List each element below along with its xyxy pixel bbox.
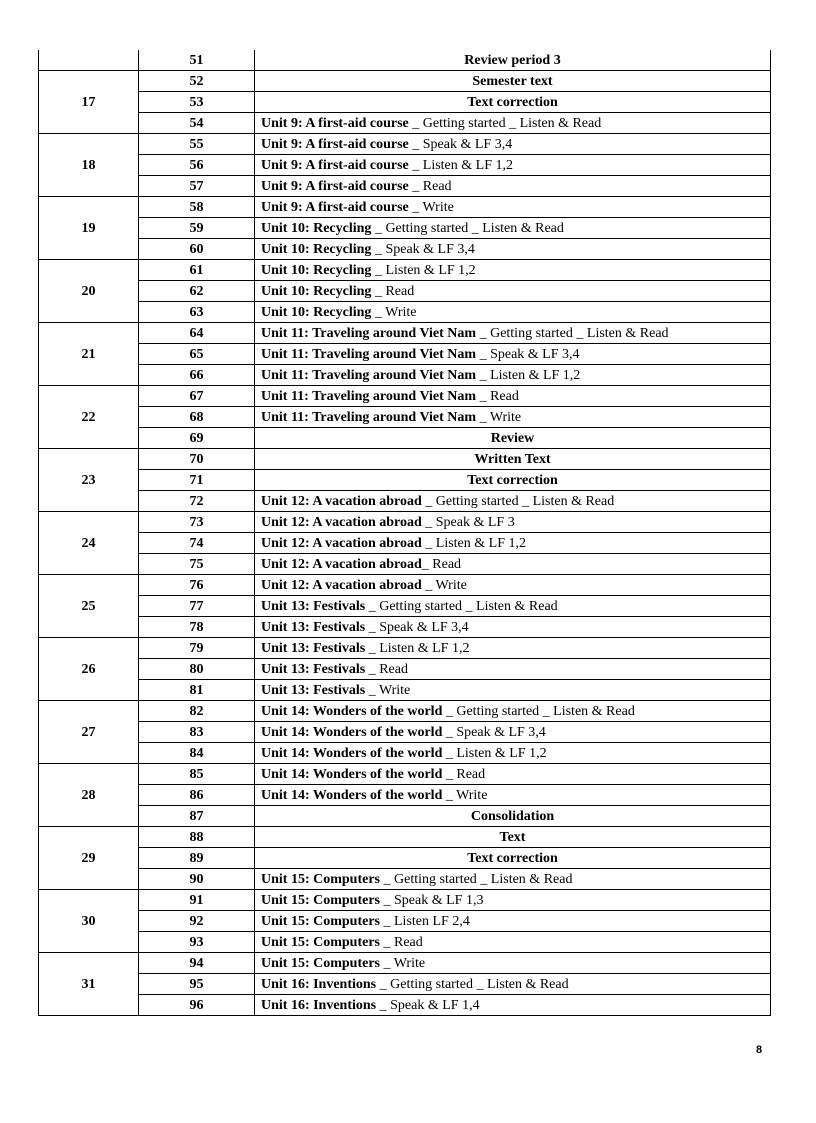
unit-title: Unit 10: Recycling (261, 241, 372, 257)
lesson-cell (255, 512, 771, 533)
lesson-cell (255, 722, 771, 743)
unit-title: Unit 13: Festivals (261, 661, 366, 677)
lesson-part: _ Speak & LF 1,4 (376, 997, 480, 1013)
lesson-cell (255, 785, 771, 806)
table-row (39, 890, 771, 911)
lesson-cell (255, 344, 771, 365)
lesson-cell (255, 554, 771, 575)
lesson-cell (255, 239, 771, 260)
table-row (39, 932, 771, 953)
period-cell: 81 (139, 680, 255, 701)
lesson-part: _ Speak & LF 3,4 (371, 241, 475, 257)
unit-title: Unit 9: A first-aid course (261, 115, 409, 131)
week-cell: 28 (39, 764, 139, 827)
unit-title: Unit 14: Wonders of the world (261, 788, 443, 803)
lesson-part: _ Listen & LF 1,2 (408, 157, 513, 173)
lesson-part: _ Getting started _ Listen & Read (365, 598, 558, 614)
period-cell: 79 (139, 638, 255, 659)
week-cell: 26 (39, 638, 139, 701)
unit-title: Unit 14: Wonders of the world (261, 745, 443, 761)
lesson-cell: Consolidation (255, 806, 771, 827)
period-cell: 71 (139, 470, 255, 491)
table-row (39, 575, 771, 596)
period-cell: 55 (139, 134, 255, 155)
week-cell: 24 (39, 512, 139, 575)
table-row (39, 785, 771, 806)
lesson-part: _ Getting started _ Listen & Read (371, 220, 564, 236)
unit-title: Unit 11: Traveling around Viet Nam (261, 325, 477, 341)
period-cell: 76 (139, 575, 255, 596)
lesson-part: _ Read (442, 766, 486, 782)
lesson-part: _ Listen & LF 1,2 (442, 745, 547, 761)
table-row (39, 113, 771, 134)
lesson-cell (255, 491, 771, 512)
period-cell: 87 (139, 806, 255, 827)
period-cell: 86 (139, 785, 255, 806)
table-row (39, 806, 771, 827)
period-cell: 80 (139, 659, 255, 680)
period-cell: 54 (139, 113, 255, 134)
unit-title: Unit 15: Computers (261, 913, 380, 929)
lesson-cell (255, 533, 771, 554)
lesson-cell (255, 302, 771, 323)
period-cell: 91 (139, 890, 255, 911)
table-row (39, 491, 771, 512)
page-number: 8 (756, 1044, 763, 1056)
lesson-part: _ Read (408, 178, 452, 194)
week-cell: 27 (39, 701, 139, 764)
lesson-part: _ Write (380, 955, 426, 971)
period-cell: 72 (139, 491, 255, 512)
lesson-cell (255, 764, 771, 785)
week-cell: 20 (39, 260, 139, 323)
lesson-schedule-table (38, 50, 771, 1016)
unit-title: Unit 14: Wonders of the world (261, 703, 443, 719)
period-cell: 58 (139, 197, 255, 218)
period-cell: 57 (139, 176, 255, 197)
period-cell: 60 (139, 239, 255, 260)
lesson-cell (255, 659, 771, 680)
lesson-cell: Text correction (255, 92, 771, 113)
period-cell: 94 (139, 953, 255, 974)
table-row (39, 596, 771, 617)
lesson-part: _ Getting started _ Listen & Read (380, 872, 573, 887)
lesson-cell (255, 890, 771, 911)
period-cell: 66 (139, 365, 255, 386)
period-cell: 90 (139, 869, 255, 890)
period-cell: 65 (139, 344, 255, 365)
lesson-cell (255, 638, 771, 659)
table-row (39, 743, 771, 764)
lesson-part: _ Write (442, 788, 488, 803)
table-row (39, 617, 771, 638)
table-row (39, 218, 771, 239)
unit-title: Unit 14: Wonders of the world (261, 724, 443, 740)
table-row (39, 869, 771, 890)
lesson-cell (255, 596, 771, 617)
table-row (39, 134, 771, 155)
unit-title: Unit 12: A vacation abroad (261, 556, 422, 572)
lesson-part: _ Listen & LF 1,2 (365, 640, 470, 656)
lesson-cell (255, 995, 771, 1016)
period-cell: 84 (139, 743, 255, 764)
lesson-cell (255, 197, 771, 218)
lesson-cell (255, 113, 771, 134)
unit-title: Unit 12: A vacation abroad (261, 535, 422, 551)
lesson-cell (255, 365, 771, 386)
lesson-part: _ Getting started _ Listen & Read (476, 325, 669, 341)
table-row (39, 911, 771, 932)
table-row (39, 197, 771, 218)
week-cell: 30 (39, 890, 139, 953)
table-row (39, 302, 771, 323)
period-cell: 92 (139, 911, 255, 932)
unit-title: Unit 16: Inventions (261, 976, 377, 992)
week-cell: 29 (39, 827, 139, 890)
table-row (39, 995, 771, 1016)
unit-title: Unit 16: Inventions (261, 997, 377, 1013)
unit-title: Unit 13: Festivals (261, 598, 366, 614)
table-row (39, 449, 771, 470)
unit-title: Unit 13: Festivals (261, 640, 366, 656)
period-cell: 74 (139, 533, 255, 554)
period-cell: 96 (139, 995, 255, 1016)
unit-title: Unit 13: Festivals (261, 682, 366, 698)
week-cell: 25 (39, 575, 139, 638)
lesson-cell (255, 218, 771, 239)
lesson-cell (255, 869, 771, 890)
lesson-part: _ Speak & LF 3,4 (408, 136, 513, 152)
table-row (39, 953, 771, 974)
unit-title: Unit 11: Traveling around Viet Nam (261, 367, 477, 383)
lesson-cell: Text correction (255, 848, 771, 869)
lesson-part: _ Read (380, 934, 423, 950)
unit-title: Unit 12: A vacation abroad (261, 493, 422, 509)
table-row (39, 638, 771, 659)
week-cell: 23 (39, 449, 139, 512)
lesson-part: _ Listen & LF 1,2 (421, 535, 526, 551)
lesson-cell (255, 974, 771, 995)
table-row (39, 323, 771, 344)
table-row (39, 260, 771, 281)
lesson-part: _ Listen & LF 1,2 (476, 367, 581, 383)
period-cell: 82 (139, 701, 255, 722)
period-cell: 83 (139, 722, 255, 743)
lesson-cell: Review (255, 428, 771, 449)
table-row (39, 722, 771, 743)
unit-title: Unit 11: Traveling around Viet Nam (261, 388, 477, 404)
table-row (39, 71, 771, 92)
lesson-cell: Semester text (255, 71, 771, 92)
table-row (39, 176, 771, 197)
period-cell: 64 (139, 323, 255, 344)
period-cell: 67 (139, 386, 255, 407)
table-row (39, 470, 771, 491)
unit-title: Unit 15: Computers (261, 892, 380, 908)
lesson-part: _ Read (476, 388, 519, 404)
week-cell (39, 50, 139, 71)
unit-title: Unit 15: Computers (261, 934, 380, 950)
lesson-part: _ Read (421, 556, 462, 572)
unit-title: Unit 9: A first-aid course (261, 157, 409, 173)
week-cell: 18 (39, 134, 139, 197)
lesson-cell (255, 260, 771, 281)
unit-title: Unit 15: Computers (261, 872, 380, 887)
lesson-part: _ Getting started _ Listen & Read (408, 115, 602, 131)
table-row (39, 386, 771, 407)
lesson-part: _ Speak & LF 3,4 (442, 724, 546, 740)
table-row (39, 50, 771, 71)
lesson-part: _ Getting started _ Listen & Read (376, 976, 569, 992)
lesson-cell: Text correction (255, 470, 771, 491)
unit-title: Unit 11: Traveling around Viet Nam (261, 409, 477, 425)
period-cell: 70 (139, 449, 255, 470)
lesson-part: _ Write (408, 199, 454, 215)
table-row (39, 533, 771, 554)
lesson-cell (255, 134, 771, 155)
lesson-cell (255, 953, 771, 974)
lesson-cell (255, 701, 771, 722)
period-cell: 59 (139, 218, 255, 239)
lesson-part: _ Read (371, 283, 415, 299)
lesson-part: _ Listen LF 2,4 (380, 913, 470, 929)
lesson-cell: Review period 3 (255, 50, 771, 71)
period-cell: 75 (139, 554, 255, 575)
table-row (39, 365, 771, 386)
table-row (39, 659, 771, 680)
period-cell: 63 (139, 302, 255, 323)
period-cell: 95 (139, 974, 255, 995)
table-row (39, 848, 771, 869)
table-row (39, 155, 771, 176)
lesson-part: _ Write (371, 304, 417, 320)
lesson-cell (255, 932, 771, 953)
period-cell: 68 (139, 407, 255, 428)
table-row (39, 974, 771, 995)
lesson-part: _ Speak & LF 1,3 (380, 892, 484, 908)
schedule-body (39, 50, 771, 1016)
lesson-cell (255, 575, 771, 596)
unit-title: Unit 13: Festivals (261, 619, 366, 635)
table-row (39, 764, 771, 785)
week-cell: 22 (39, 386, 139, 449)
unit-title: Unit 9: A first-aid course (261, 199, 409, 215)
lesson-cell: Written Text (255, 449, 771, 470)
unit-title: Unit 9: A first-aid course (261, 136, 409, 152)
unit-title: Unit 15: Computers (261, 955, 380, 971)
table-row (39, 554, 771, 575)
period-cell: 88 (139, 827, 255, 848)
period-cell: 85 (139, 764, 255, 785)
table-row (39, 512, 771, 533)
period-cell: 89 (139, 848, 255, 869)
unit-title: Unit 10: Recycling (261, 262, 372, 278)
unit-title: Unit 12: A vacation abroad (261, 514, 422, 530)
table-row (39, 92, 771, 113)
table-row (39, 344, 771, 365)
lesson-cell (255, 680, 771, 701)
table-row (39, 827, 771, 848)
period-cell: 53 (139, 92, 255, 113)
lesson-cell (255, 386, 771, 407)
period-cell: 56 (139, 155, 255, 176)
lesson-part: _ Getting started _ Listen & Read (442, 703, 635, 719)
table-row (39, 407, 771, 428)
period-cell: 69 (139, 428, 255, 449)
period-cell: 51 (139, 50, 255, 71)
unit-title: Unit 10: Recycling (261, 220, 372, 236)
table-row (39, 680, 771, 701)
lesson-cell: Text (255, 827, 771, 848)
lesson-part: _ Speak & LF 3 (421, 514, 515, 530)
lesson-cell (255, 176, 771, 197)
lesson-part: _ Write (365, 682, 411, 698)
unit-title: Unit 10: Recycling (261, 283, 372, 299)
week-cell: 31 (39, 953, 139, 1016)
period-cell: 77 (139, 596, 255, 617)
week-cell: 19 (39, 197, 139, 260)
lesson-cell (255, 323, 771, 344)
unit-title: Unit 11: Traveling around Viet Nam (261, 346, 477, 362)
table-row (39, 701, 771, 722)
week-cell: 21 (39, 323, 139, 386)
lesson-part: _ Listen & LF 1,2 (371, 262, 476, 278)
lesson-cell (255, 155, 771, 176)
unit-title: Unit 9: A first-aid course (261, 178, 409, 194)
unit-title: Unit 10: Recycling (261, 304, 372, 320)
lesson-cell (255, 617, 771, 638)
lesson-part: _ Read (365, 661, 408, 677)
week-cell: 17 (39, 71, 139, 134)
lesson-part: _ Speak & LF 3,4 (476, 346, 580, 362)
period-cell: 93 (139, 932, 255, 953)
lesson-part: _ Write (476, 409, 522, 425)
lesson-cell (255, 911, 771, 932)
unit-title: Unit 12: A vacation abroad (261, 577, 422, 593)
lesson-part: _ Getting started _ Listen & Read (421, 493, 615, 509)
period-cell: 78 (139, 617, 255, 638)
period-cell: 52 (139, 71, 255, 92)
period-cell: 61 (139, 260, 255, 281)
period-cell: 62 (139, 281, 255, 302)
period-cell: 73 (139, 512, 255, 533)
table-row (39, 281, 771, 302)
lesson-cell (255, 743, 771, 764)
lesson-part: _ Write (421, 577, 467, 593)
table-row (39, 239, 771, 260)
lesson-cell (255, 281, 771, 302)
lesson-part: _ Speak & LF 3,4 (365, 619, 469, 635)
unit-title: Unit 14: Wonders of the world (261, 766, 443, 782)
table-row (39, 428, 771, 449)
lesson-cell (255, 407, 771, 428)
